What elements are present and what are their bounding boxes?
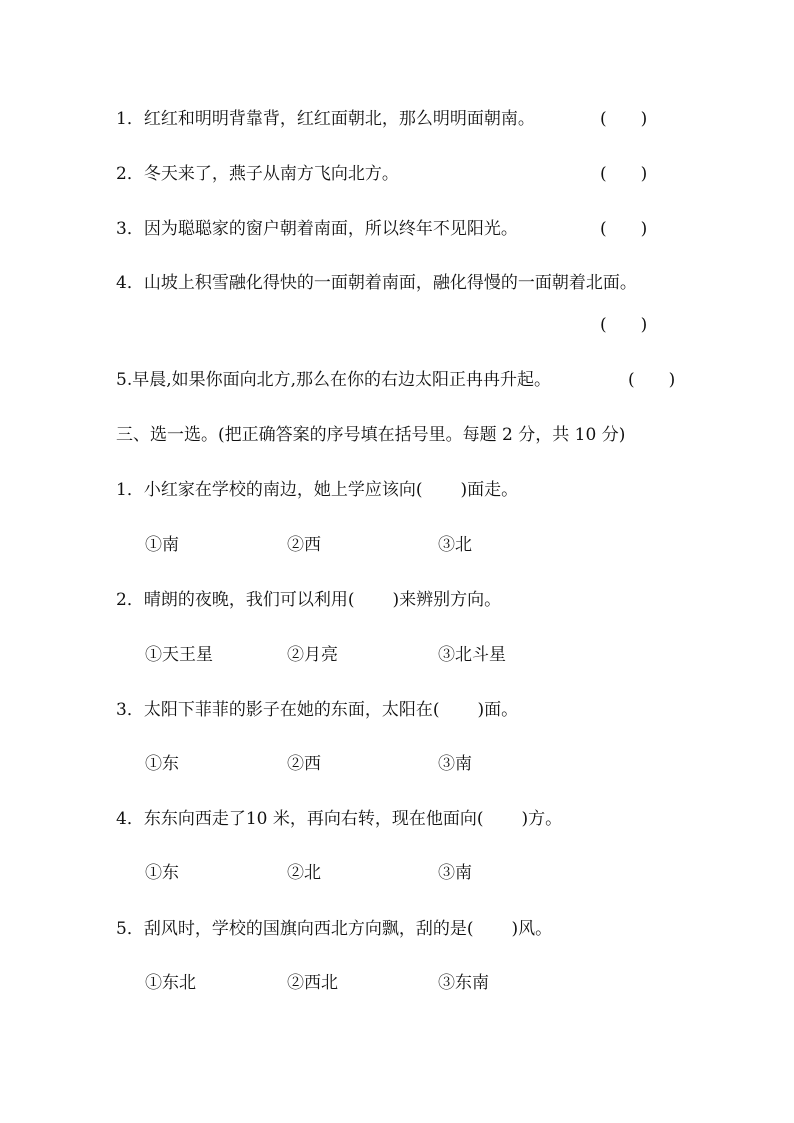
option-2[interactable]: ②西 (287, 754, 321, 774)
judgement-question-5 (116, 369, 551, 391)
judgement-question-1 (116, 108, 535, 130)
question-number: 4． (116, 273, 144, 293)
question-stem-before: 小红家在学校的南边，她上学应该向( (143, 480, 423, 500)
option-1[interactable]: ①南 (145, 535, 179, 555)
question-number: 5. (116, 370, 133, 390)
option-3[interactable]: ③南 (438, 754, 472, 774)
question-stem-after: )面。 (477, 700, 519, 720)
question-stem-before: 太阳下菲菲的影子在她的东面，太阳在( (143, 700, 440, 720)
question-number: 1． (116, 109, 144, 129)
question-text: 红红和明明背靠背，红红面朝北，那么明明面朝南。 (143, 109, 535, 129)
question-stem-before: 晴朗的夜晚，我们可以利用( (143, 590, 355, 610)
option-2[interactable]: ②西北 (287, 973, 338, 993)
question-stem-before: 东东向西走了10 米，再向右转，现在他面向( (143, 809, 484, 829)
answer-paren-4[interactable]: ( ) (600, 315, 648, 335)
question-number: 2． (116, 590, 144, 610)
question-number: 5． (116, 919, 144, 939)
question-stem-after: )风。 (511, 919, 553, 939)
option-3[interactable]: ③东南 (438, 973, 489, 993)
question-number: 1． (116, 480, 144, 500)
judgement-question-2 (116, 163, 399, 185)
choice-question-3 (116, 699, 518, 721)
choice-question-2 (116, 589, 501, 611)
answer-paren-5[interactable]: ( ) (628, 370, 676, 390)
judgement-question-4 (116, 272, 637, 294)
question-text: 早晨,如果你面向北方,那么在你的右边太阳正冉冉升起。 (132, 370, 552, 390)
choice-question-1 (116, 479, 518, 501)
question-text: 冬天来了，燕子从南方飞向北方。 (143, 164, 399, 184)
option-3[interactable]: ③北 (438, 535, 472, 555)
option-2[interactable]: ②北 (287, 863, 321, 883)
choice-question-4 (116, 808, 562, 830)
question-number: 3． (116, 700, 144, 720)
question-stem-after: )来辨别方向。 (392, 590, 502, 610)
question-text: 山坡上积雪融化得快的一面朝着南面，融化得慢的一面朝着北面。 (143, 273, 637, 293)
option-1[interactable]: ①东 (145, 863, 179, 883)
answer-paren-3[interactable]: ( ) (600, 219, 648, 239)
question-stem-before: 刮风时，学校的国旗向西北方向飘，刮的是( (143, 919, 474, 939)
choice-question-5 (116, 918, 552, 940)
option-3[interactable]: ③北斗星 (438, 645, 506, 665)
option-3[interactable]: ③南 (438, 863, 472, 883)
option-2[interactable]: ②西 (287, 535, 321, 555)
answer-paren-2[interactable]: ( ) (600, 164, 648, 184)
question-number: 4． (116, 809, 144, 829)
section-heading: 三、选一选。(把正确答案的序号填在括号里。每题 2 分，共 10 分) (116, 425, 626, 445)
option-1[interactable]: ①东北 (145, 973, 196, 993)
question-text: 因为聪聪家的窗户朝着南面，所以终年不见阳光。 (143, 219, 518, 239)
question-stem-after: )面走。 (460, 480, 519, 500)
option-2[interactable]: ②月亮 (287, 645, 338, 665)
option-1[interactable]: ①天王星 (145, 645, 213, 665)
question-stem-after: )方。 (521, 809, 563, 829)
answer-paren-1[interactable]: ( ) (600, 109, 648, 129)
question-number: 2． (116, 164, 144, 184)
option-1[interactable]: ①东 (145, 754, 179, 774)
question-number: 3． (116, 219, 144, 239)
judgement-question-3 (116, 218, 518, 240)
